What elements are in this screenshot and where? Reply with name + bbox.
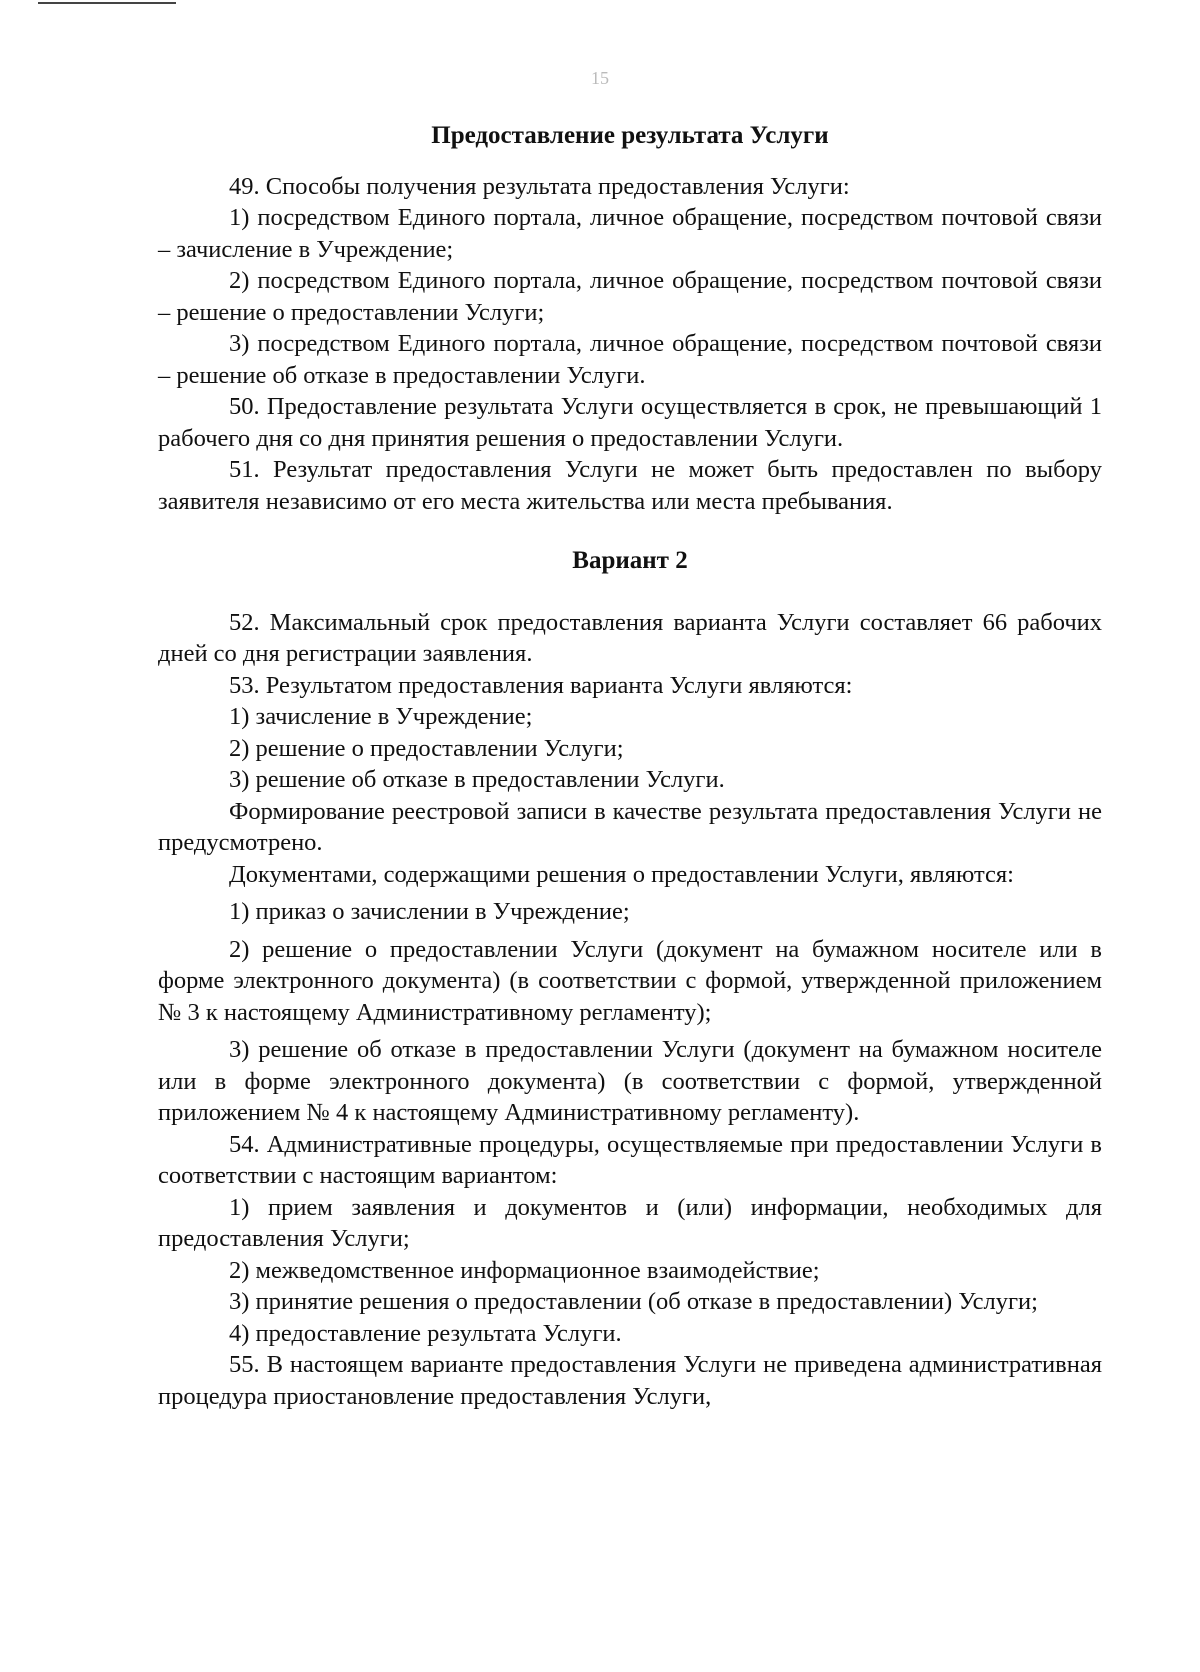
paragraph-53: 53. Результатом предоставления варианта Услуги являются: [229,671,853,699]
paragraph-52: 52. Максимальный срок предоставления варианта Услуги составляет 66 рабочих дней со дня регистрации заявления. [158,608,1102,667]
document-body [158,120,1102,1412]
paragraph-49-item-2: 2) посредством Единого портала, личное обращение, посредством почтовой связи – решение о предоставлении Услуги; [158,267,1102,326]
paragraph-documents-item-3: 3) решение об отказе в предоставлении Услуги (документ на бумажном носителе или в форме электронного документа) (в соответствии с формой, утвержденной приложением № 4 к настоящему Административному регламенту). [158,1036,1102,1126]
paragraph-53-item-1: 1) зачисление в Учреждение; [229,703,533,730]
paragraph-54-item-1: 1) прием заявления и документов и (или) информации, необходимых для предоставления Услуги; [158,1193,1102,1252]
paragraph-51: 51. Результат предоставления Услуги не может быть предоставлен по выбору заявителя независимо от его места жительства или места пребывания. [158,456,1102,515]
paragraph-documents-intro: Документами, содержащими решения о предоставлении Услуги, являются: [229,860,1014,888]
paragraph-55: 55. В настоящем варианте предоставления Услуги не приведена административная процедура приостановление предоставления Услуги, [158,1351,1102,1410]
paragraph-53-item-3: 3) решение об отказе в предоставлении Услуги. [229,766,725,793]
paragraph-registry-note: Формирование реестровой записи в качестве результата предоставления Услуги не предусмотрено. [158,797,1102,856]
paragraph-documents-item-1: 1) приказ о зачислении в Учреждение; [229,898,630,925]
paragraph-49-item-3: 3) посредством Единого портала, личное обращение, посредством почтовой связи – решение об отказе в предоставлении Услуги. [158,330,1102,389]
paragraph-54: 54. Административные процедуры, осуществляемые при предоставлении Услуги в соответствии с настоящим вариантом: [158,1130,1102,1189]
paragraph-documents-item-2: 2) решение о предоставлении Услуги (документ на бумажном носителе или в форме электронного документа) (в соответствии с формой, утвержденной приложением № 3 к настоящему Административному регламенту); [158,935,1102,1026]
paragraph-49: 49. Способы получения результата предоставления Услуги: [229,172,850,200]
page-number: 15 [591,68,609,88]
paragraph-54-item-2: 2) межведомственное информационное взаимодействие; [229,1256,820,1284]
paragraph-50: 50. Предоставление результата Услуги осуществляется в срок, не превышающий 1 рабочего дня со дня принятия решения о предоставлении Услуги. [158,393,1102,452]
scan-edge-mark [38,2,176,4]
paragraph-53-item-2: 2) решение о предоставлении Услуги; [229,734,624,762]
section-heading-result: Предоставление результата Услуги [431,122,829,149]
paragraph-54-item-3: 3) принятие решения о предоставлении (об отказе в предоставлении) Услуги; [229,1288,1038,1315]
section-heading-variant-2: Вариант 2 [572,547,688,574]
paragraph-49-item-1: 1) посредством Единого портала, личное обращение, посредством почтовой связи – зачисление в Учреждение; [158,204,1102,263]
paragraph-54-item-4: 4) предоставление результата Услуги. [229,1319,622,1347]
